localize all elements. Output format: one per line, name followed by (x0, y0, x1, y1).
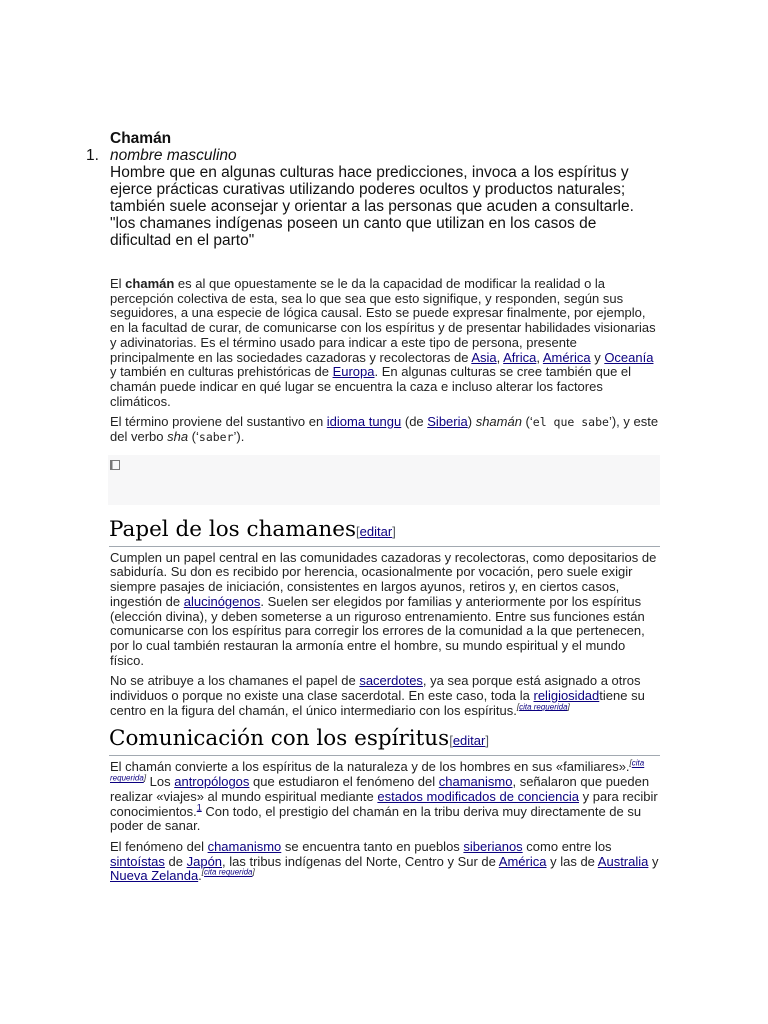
link-america[interactable]: América (498, 853, 547, 869)
comunicacion-paragraph-1: El chamán convierte a los espíritus de la naturaleza y de los hombres en sus «familiares».[cita requerida] Los antropólogos que estudiaron el fenómeno del chamanismo, señalaron que pueden realizar «viajes» al mundo espiritual mediante estados modificados de conciencia y para recibir conocimientos.$^1$ Con todo, el prestigio del chamán en la tribu deriva muy directamente de su poder de sanar. (110, 759, 658, 834)
link-nueva-zelanda[interactable]: Nueva Zelanda (110, 868, 199, 884)
link-siberianos[interactable]: siberianos (463, 838, 523, 854)
link-antropologos[interactable]: antropólogos (174, 774, 250, 790)
definition-number: 1. (86, 147, 99, 164)
section-heading-comunicacion: Comunicación con los espíritus[editar] (109, 726, 660, 756)
definition-entry (86, 147, 656, 249)
link-idioma-tungu[interactable]: idioma tungu (326, 414, 402, 430)
section-heading-papel: Papel de los chamanes[editar] (109, 517, 660, 547)
link-sacerdotes[interactable]: sacerdotes (359, 673, 423, 689)
link-japon[interactable]: Japón (186, 853, 223, 869)
edit-link-papel[interactable]: editar (359, 523, 393, 539)
citation-needed: [cita requerida] (110, 759, 645, 783)
definition-text: Hombre que en algunas culturas hace predicciones, invoca a los espíritus y ejerce prácticas curativas utilizando poderes ocultos y productos naturales; también suele aconsejar y orientar a las personas que acuden a consultarle. (110, 164, 634, 215)
definition-body (110, 147, 656, 249)
broken-image-icon (110, 460, 120, 470)
bold-term: chamán (125, 276, 175, 291)
papel-paragraph-2: No se atribuye a los chamanes el papel de sacerdotes, ya sea porque está asignado a otros individuos o porque no existe una clase sacerdotal. En este caso, toda la religiosidadtiene su centro en la figura del chamán, el único intermediario con los espíritus.[cita requerida] (110, 673, 645, 718)
citation-needed: [cita requerida] (516, 702, 570, 712)
edit-section-link: [editar] (356, 523, 396, 539)
definition-example: "los chamanes indígenas poseen un canto que utilizan en los casos de dificultad en el parto" (110, 215, 597, 249)
papel-paragraph-1: Cumplen un papel central en las comunidades cazadoras y recolectoras, como depositarios de sabiduría. Su don es recibido por herencia, ocasionalmente por vocación, pero suele exigir siempre pasajes de iniciación, consistentes en largos ayunos, retiros y, en ciertos casos, ingestión de alucinógenos. Suelen ser elegidos por familias y anteriormente por los espíritus (elección divina), y deben someterse a un riguroso entrenamiento. Entre sus funciones están comunicarse con los espíritus para corregir los errores de la comunidad a la que pertenecen, por lo cual también restauran la armonía entre el hombre, su mundo espiritual y el mundo físico. (110, 549, 657, 668)
link-oceania[interactable]: Oceanía (604, 349, 654, 365)
link-estados-modificados[interactable]: estados modificados de conciencia (377, 788, 579, 804)
reference-link[interactable]: 1 (196, 802, 202, 813)
citation-needed: [cita requerida] (201, 868, 255, 878)
intro-paragraph-1: El chamán es al que opuestamente se le da la capacidad de modificar la realidad o la percepción colectiva de esta, sea lo que sea que esto signifique, y responden, según sus seguidores, a una especie de lógica causal. Esto se puede expresar finalmente, por ejemplo, en la facultad de curar, de comunicarse con los espíritus y de presentar habilidades visionarias y adivinatorias. Es el término usado para indicar a este tipo de persona, presente principalmente en las sociedades cazadoras y recolectoras de Asia, Africa, América y Oceanía y también en culturas prehistóricas de Europa. En algunas culturas se cree también que el chamán puede indicar en qué lugar se encuentra la caza e incluso alterar los factores climáticos. (110, 276, 656, 409)
link-africa[interactable]: Africa (503, 349, 537, 365)
edit-section-link: [editar] (449, 733, 489, 749)
citation-needed-link[interactable]: cita requerida (110, 759, 645, 783)
link-siberia[interactable]: Siberia (427, 414, 468, 430)
link-alucinogenos[interactable]: alucinógenos (183, 593, 261, 609)
definition-title: Chamán (110, 130, 172, 147)
link-chamanismo[interactable]: chamanismo (207, 838, 282, 854)
link-europa[interactable]: Europa (332, 364, 375, 380)
link-religiosidad[interactable]: religiosidad (533, 688, 600, 704)
comunicacion-paragraph-2: El fenómeno del chamanismo se encuentra tanto en pueblos siberianos como entre los sintoístas de Japón, las tribus indígenas del Norte, Centro y Sur de América y las de Australia y Nueva Zelanda.[cita requerida] (110, 838, 659, 884)
dictionary-definition (86, 130, 656, 249)
definition-part-of-speech: nombre masculino (110, 147, 237, 164)
citation-needed-link[interactable]: cita requerida (204, 868, 253, 878)
link-asia[interactable]: Asia (471, 349, 497, 365)
image-placeholder (108, 455, 660, 505)
citation-needed-link[interactable]: cita requerida (519, 702, 568, 712)
intro-paragraph-2: El término proviene del sustantivo en idioma tungu (de Siberia) shamán (‘el que sabe’), y este del verbo sha (‘saber’). (110, 414, 659, 445)
edit-link-comunicacion[interactable]: editar (452, 733, 486, 749)
link-chamanismo[interactable]: chamanismo (438, 774, 513, 790)
article-body (110, 277, 660, 890)
link-australia[interactable]: Australia (597, 853, 649, 869)
link-america[interactable]: América (542, 349, 591, 365)
link-sintoistas[interactable]: sintoístas (110, 853, 165, 869)
